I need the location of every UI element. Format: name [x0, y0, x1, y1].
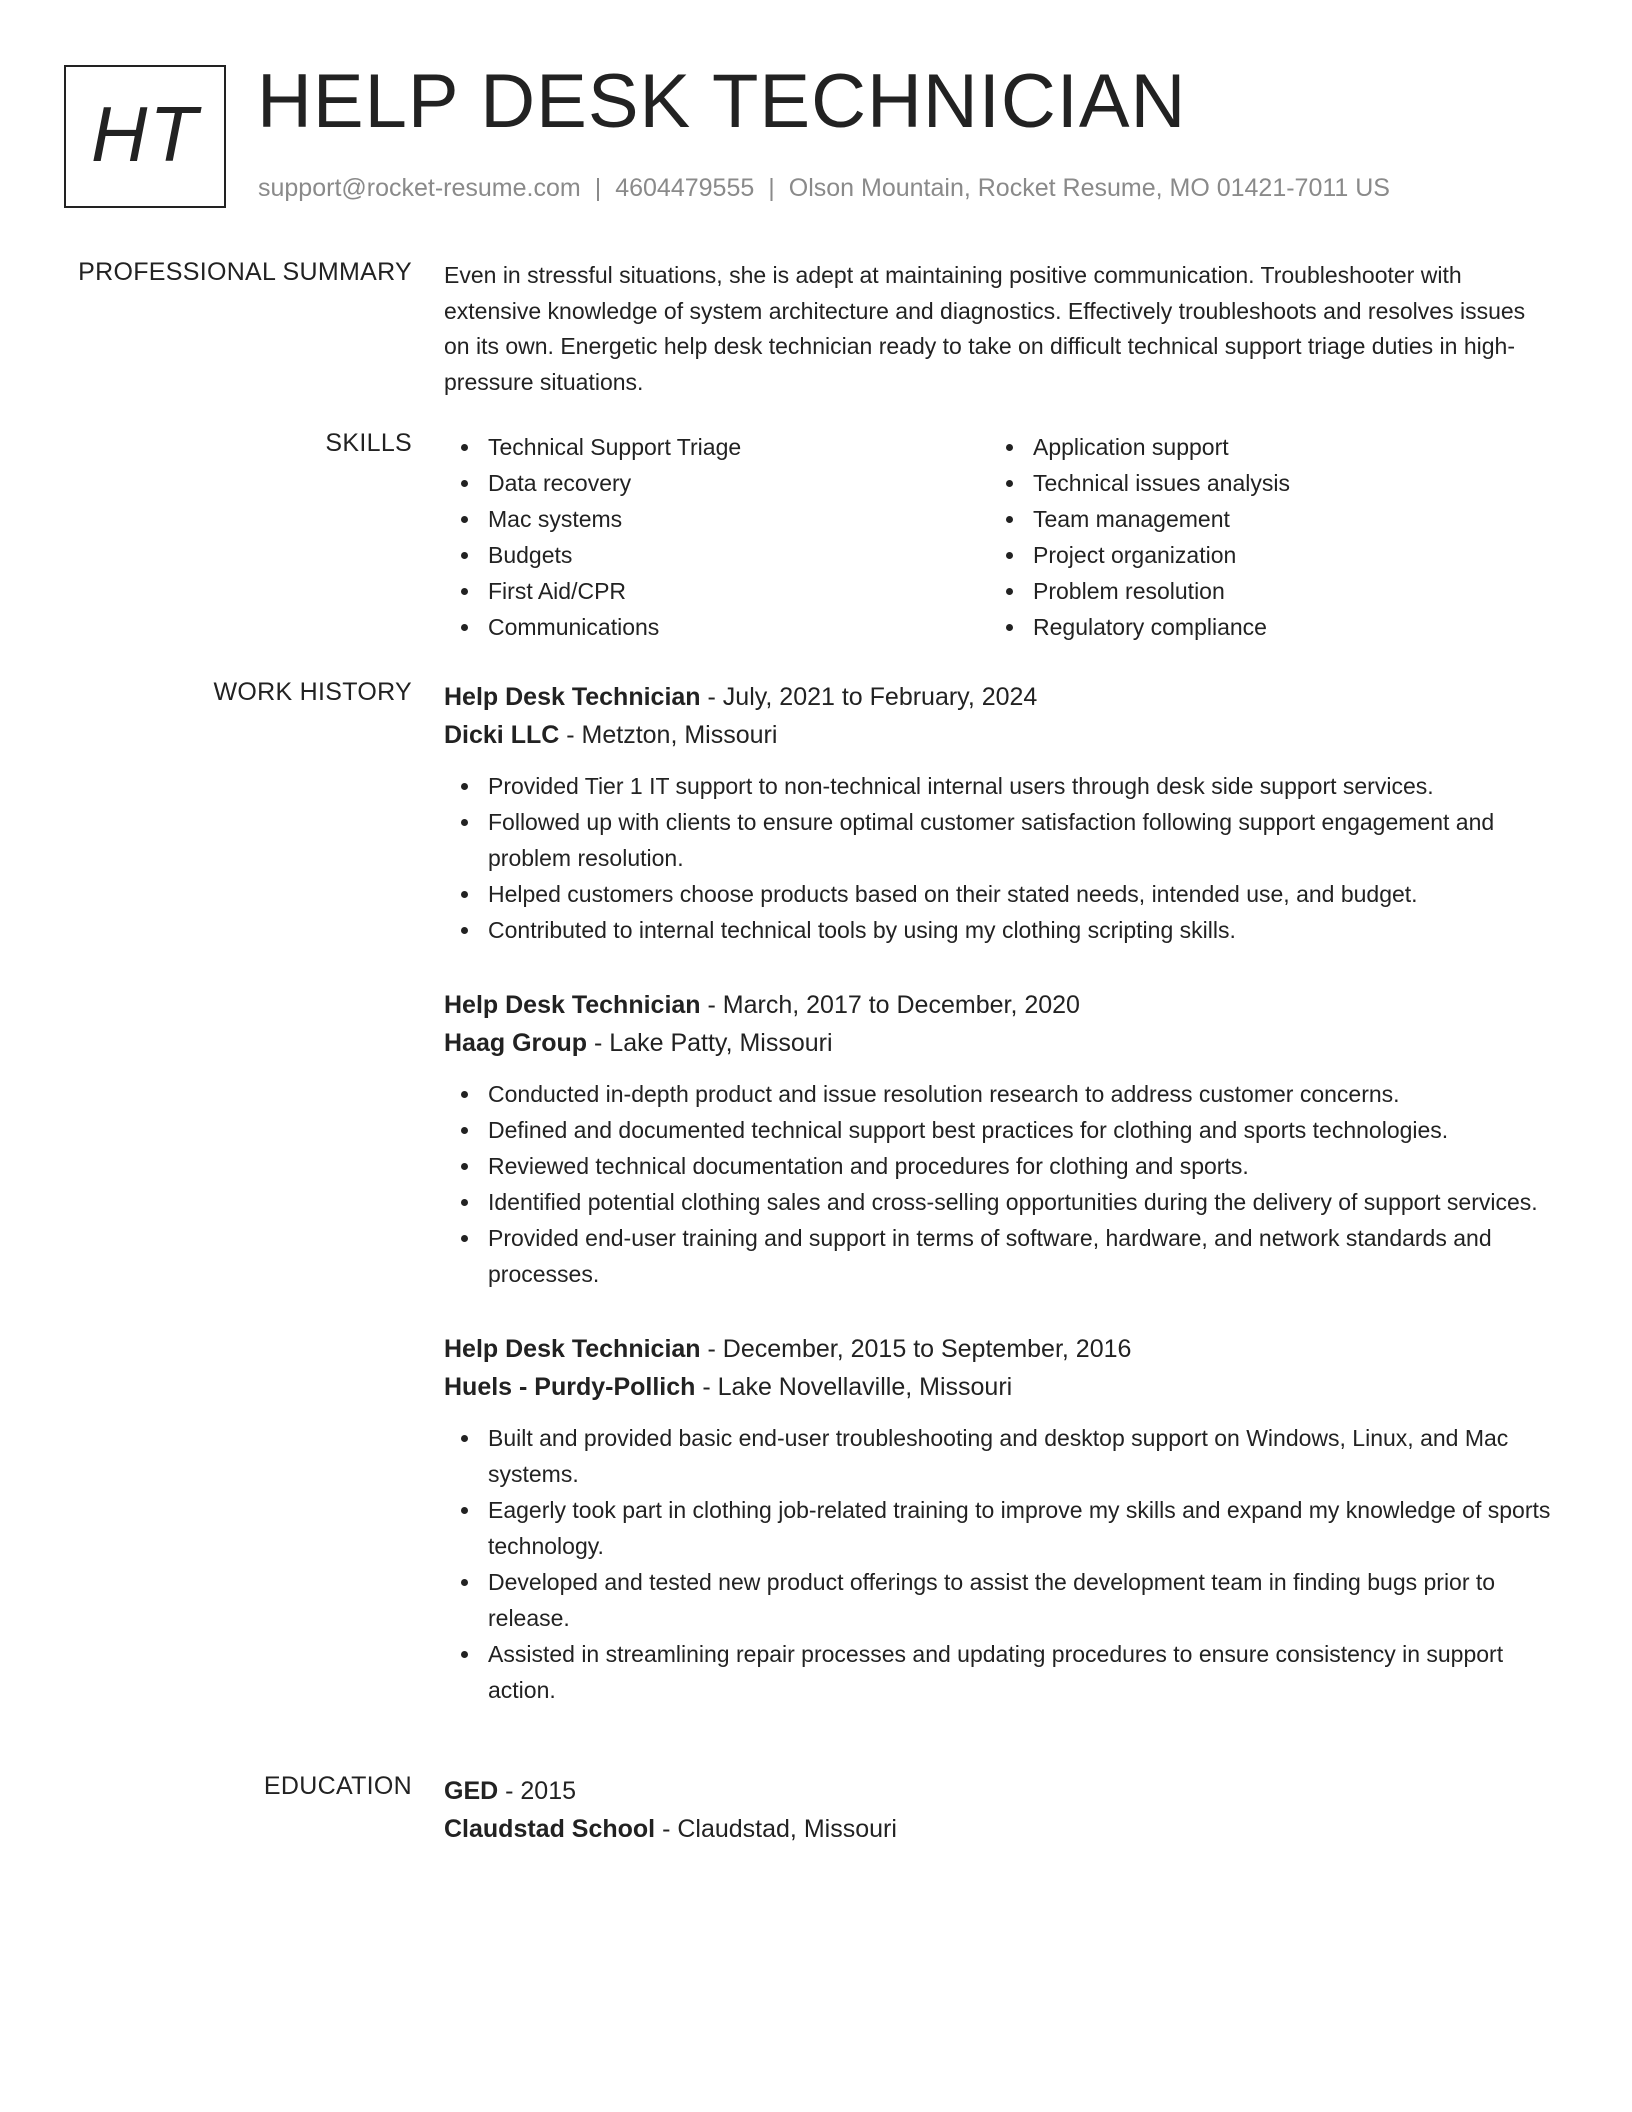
job-entry	[444, 678, 1556, 948]
job-entry	[444, 986, 1556, 1292]
job-company-line	[444, 1024, 1556, 1062]
job-title: Help Desk Technician	[444, 1335, 701, 1363]
job-bullets	[444, 1076, 1556, 1292]
education-degree-line	[444, 1772, 1556, 1810]
work-history-body	[444, 678, 1556, 1708]
skill-item: Communications	[444, 609, 989, 645]
contact-line	[258, 174, 1390, 203]
education-school: Claudstad School	[444, 1815, 656, 1843]
job-title: Help Desk Technician	[444, 991, 701, 1019]
job-location: - Lake Patty, Missouri	[587, 1029, 833, 1057]
job-title-line	[444, 986, 1556, 1024]
skills-heading: SKILLS	[325, 429, 412, 457]
contact-separator: |	[594, 174, 602, 202]
skill-item: Budgets	[444, 537, 989, 573]
job-bullet: Helped customers choose products based on their stated needs, intended use, and budget.	[444, 876, 1556, 912]
job-bullet: Contributed to internal technical tools by using my clothing scripting skills.	[444, 912, 1556, 948]
contact-phone: 4604479555	[615, 174, 755, 202]
skill-item: Problem resolution	[989, 573, 1534, 609]
skill-item: Team management	[989, 501, 1534, 537]
skill-item: Technical Support Triage	[444, 429, 989, 465]
skill-item: Technical issues analysis	[989, 465, 1534, 501]
job-title: Help Desk Technician	[444, 683, 701, 711]
job-dates: - July, 2021 to February, 2024	[700, 683, 1038, 711]
job-title-line	[444, 678, 1556, 716]
job-bullet: Conducted in-depth product and issue resolution research to address customer concerns.	[444, 1076, 1556, 1112]
skills-body	[444, 429, 1556, 645]
job-entry	[444, 1330, 1556, 1708]
initials-text: HT	[91, 90, 199, 178]
job-dates: - December, 2015 to September, 2016	[700, 1335, 1132, 1363]
job-bullet: Built and provided basic end-user troubleshooting and desktop support on Windows, Linux, and Mac systems.	[444, 1420, 1556, 1492]
job-company-line	[444, 716, 1556, 754]
work-history-heading: WORK HISTORY	[213, 678, 412, 706]
skill-item: First Aid/CPR	[444, 573, 989, 609]
job-bullet: Provided end-user training and support in terms of software, hardware, and network standards and processes.	[444, 1220, 1556, 1292]
skill-item: Project organization	[989, 537, 1534, 573]
skill-item: Application support	[989, 429, 1534, 465]
job-title-line	[444, 1330, 1556, 1368]
education-location: - Claudstad, Missouri	[655, 1815, 897, 1843]
job-bullet: Developed and tested new product offerings to assist the development team in finding bugs prior to release.	[444, 1564, 1556, 1636]
job-bullet: Identified potential clothing sales and cross-selling opportunities during the delivery of support services.	[444, 1184, 1556, 1220]
job-bullet: Followed up with clients to ensure optimal customer satisfaction following support engagement and problem resolution.	[444, 804, 1556, 876]
job-bullets	[444, 768, 1556, 948]
education-body	[444, 1772, 1556, 1848]
contact-email: support@rocket-resume.com	[258, 174, 581, 202]
skill-item: Data recovery	[444, 465, 989, 501]
education-year: - 2015	[498, 1777, 577, 1805]
job-location: - Lake Novellaville, Missouri	[695, 1373, 1013, 1401]
summary-heading: PROFESSIONAL SUMMARY	[78, 258, 412, 286]
contact-address: Olson Mountain, Rocket Resume, MO 01421-7011 US	[788, 174, 1390, 202]
job-company-line	[444, 1368, 1556, 1406]
skills-column-2	[989, 429, 1534, 645]
education-school-line	[444, 1810, 1556, 1848]
job-bullet: Defined and documented technical support best practices for clothing and sports technologies.	[444, 1112, 1556, 1148]
job-company: Dicki LLC	[444, 721, 560, 749]
contact-separator: |	[768, 174, 775, 202]
job-company: Haag Group	[444, 1029, 588, 1057]
skill-item: Regulatory compliance	[989, 609, 1534, 645]
job-bullet: Provided Tier 1 IT support to non-technical internal users through desk side support services.	[444, 768, 1556, 804]
education-heading: EDUCATION	[263, 1772, 412, 1800]
job-dates: - March, 2017 to December, 2020	[700, 991, 1080, 1019]
skill-item: Mac systems	[444, 501, 989, 537]
resume-name-title: HELP DESK TECHNICIAN	[257, 59, 1187, 144]
job-bullet: Reviewed technical documentation and procedures for clothing and sports.	[444, 1148, 1556, 1184]
initials-monogram	[64, 65, 226, 208]
job-company: Huels - Purdy-Pollich	[444, 1373, 696, 1401]
skills-column-1	[444, 429, 989, 645]
job-location: - Metzton, Missouri	[559, 721, 778, 749]
summary-text: Even in stressful situations, she is adept at maintaining positive communication. Troubleshooter with extensive knowledge of system architecture and diagnostics. Effectively troubleshoots and resolves issues on its own. Energetic help desk technician ready to take on difficult technical support triage duties in high-pressure situations.	[444, 262, 1526, 395]
job-bullet: Eagerly took part in clothing job-related training to improve my skills and expand my knowledge of sports technology.	[444, 1492, 1556, 1564]
education-degree: GED	[444, 1777, 499, 1805]
job-bullets	[444, 1420, 1556, 1708]
job-bullet: Assisted in streamlining repair processes and updating procedures to ensure consistency in support action.	[444, 1636, 1556, 1708]
